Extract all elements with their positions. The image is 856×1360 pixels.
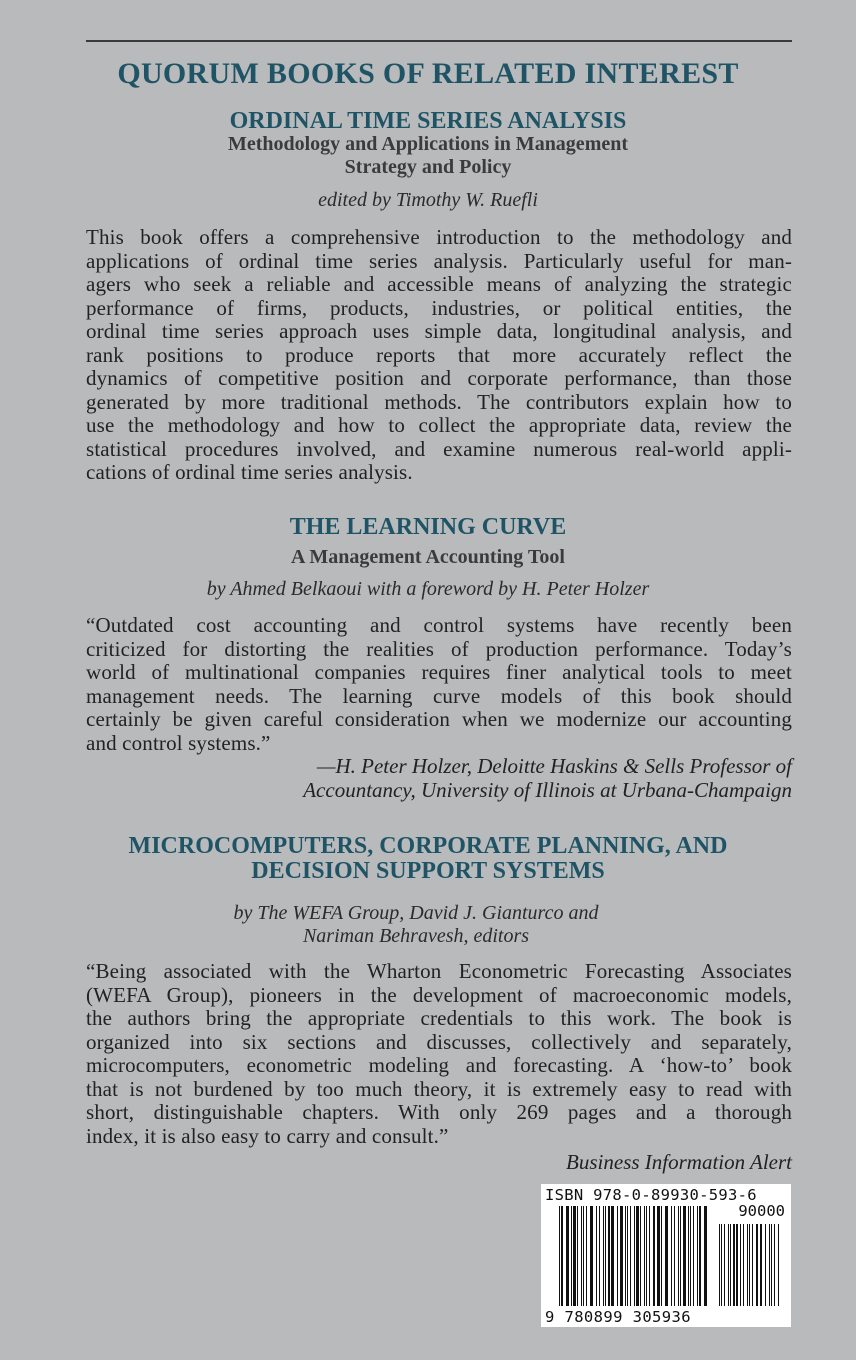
barcode-bar [721,1224,722,1306]
barcode-bar [596,1206,597,1306]
barcode-bar [774,1224,775,1306]
book2-line: criticized for distorting the realities of production performance. Today’s [86,636,792,661]
barcode-bar [743,1224,744,1306]
book2-attribution-line: Accountancy, University of Illinois at Urbana-Champaign [303,777,792,802]
barcode-bar [649,1206,650,1306]
barcode-bar [693,1206,694,1306]
book1-line: generated by more traditional methods. The contributors explain how to [86,389,792,414]
barcode-bar [678,1206,679,1306]
price-code: 90000 [738,1202,785,1220]
book3-attribution: Business Information Alert [566,1150,792,1174]
barcode-bar [747,1224,748,1306]
book1-line: applications of ordinal time series analysis. Particularly useful for man- [86,248,792,273]
book3-quote [86,960,792,1148]
barcode-bar [680,1206,681,1306]
barcode-bar [688,1206,689,1306]
book1-line: agers who seek a reliable and accessible means of analyzing the strategic [86,272,792,296]
barcode-bar [653,1206,655,1306]
barcode-bar [699,1206,701,1306]
barcode-bar [617,1206,618,1306]
barcode-bar [620,1206,623,1306]
barcode-bar [756,1224,758,1306]
barcode-bar [665,1206,668,1306]
barcode-bar [571,1206,572,1306]
book2-line: and control systems.” [86,730,271,755]
barcode-bar [771,1224,772,1306]
book3-line: short, distinguishable chapters. With only 269 pages and a thorough [86,1100,792,1124]
barcode-bar [644,1206,645,1306]
barcode-bar [733,1224,735,1306]
barcode-bar [661,1206,662,1306]
barcode-bar [657,1206,660,1306]
barcode-bar [566,1206,569,1306]
barcode-bar [603,1206,604,1306]
book2-line: “Outdated cost accounting and control systems have recently been [86,613,792,637]
book3-title-line-1: MICROCOMPUTERS, CORPORATE PLANNING, AND [128,833,728,859]
barcode-bar [630,1206,631,1306]
barcode-bar [752,1224,753,1306]
book3-line: that is not burdened by too much theory, it is extremely easy to read with [86,1076,792,1101]
ean-barcode-bars [559,1206,709,1306]
barcode-bar [704,1206,707,1306]
barcode-bar [769,1224,770,1306]
book3-line: (WEFA Group), pioneers in the development of macroeconomic models, [86,982,792,1007]
barcode-bar [636,1206,639,1306]
book3-line: microcomputers, econometric modeling and forecasting. A ‘how-to’ book [86,1053,792,1077]
barcode-bar [697,1206,698,1306]
barcode-bar [599,1206,600,1306]
book3-line: index, it is also easy to carry and consult.” [86,1123,449,1148]
book2-attribution [303,755,792,802]
barcode-bar [611,1206,614,1306]
book1-line: statistical procedures involved, and examine numerous real-world appli- [86,436,792,461]
barcode-bar [561,1206,563,1306]
book1-line: cations of ordinal time series analysis. [86,460,413,484]
barcode-bar [581,1206,582,1306]
barcode-bar [765,1224,766,1306]
barcode-bar [608,1206,610,1306]
barcode-bar [586,1206,587,1306]
barcode-bar [728,1224,729,1306]
barcode-bar [760,1224,762,1306]
book3-title-line-2: DECISION SUPPORT SYSTEMS [251,858,605,884]
ean-number: 9 780899 305936 [545,1308,691,1326]
barcode-bar [627,1206,628,1306]
barcode-bar [583,1206,584,1306]
book3-line: “Being associated with the Wharton Econometric Forecasting Associates [86,959,792,983]
page-title: QUORUM BOOKS OF RELATED INTEREST [117,57,739,90]
book1-subtitle-line-2: Strategy and Policy [344,156,512,178]
isbn-number: ISBN 978-0-89930-593-6 [545,1186,757,1204]
barcode-bar [590,1206,593,1306]
barcode-bar [640,1206,641,1306]
book2-line: management needs. The learning curve models of this book should [86,683,792,708]
barcode-bar [625,1206,626,1306]
book2-attribution-line: —H. Peter Holzer, Deloitte Haskins & Sells Professor of [316,754,792,778]
book1-subtitle-line-1: Methodology and Applications in Management [227,133,629,155]
barcode-bar [719,1224,720,1306]
barcode-bar [605,1206,606,1306]
barcode-bar [646,1206,647,1306]
book1-line: performance of firms, products, industries, or political entities, the [86,295,792,320]
book2-author: by Ahmed Belkaoui with a foreword by H. Peter Holzer [206,578,650,600]
book3-line: organized into six sections and discusses, collectively and separately, [86,1029,792,1054]
book3-author-line-2: Nariman Behravesh, editors [302,925,530,947]
barcode-bar [573,1206,576,1306]
book2-subtitle: A Management Accounting Tool [291,546,565,568]
barcode-bar [683,1206,686,1306]
book1-line: use the methodology and how to collect the appropriate data, review the [86,413,792,437]
book3-line: the authors bring the appropriate credentials to this work. The book is [86,1006,792,1030]
barcode-bar [740,1224,741,1306]
barcode-bar [559,1206,560,1306]
isbn-barcode [541,1184,791,1327]
barcode-bar [577,1206,578,1306]
barcode-bar [736,1224,738,1306]
book1-line: This book offers a comprehensive introduction to the methodology and [86,225,792,249]
book1-line: rank positions to produce reports that more accurately reflect the [86,342,792,367]
barcode-bar [674,1206,675,1306]
book2-quote [86,614,792,755]
book2-line: world of multinational companies requires finer analytical tools to meet [86,660,792,684]
barcode-bar [730,1224,731,1306]
top-rule [86,40,792,42]
book1-line: ordinal time series approach uses simple data, longitudinal analysis, and [86,319,792,343]
book1-line: dynamics of competitive position and corporate performance, than those [86,366,792,390]
book1-author: edited by Timothy W. Ruefli [318,189,538,211]
addon-barcode-bars [719,1224,781,1306]
barcode-bar [690,1206,691,1306]
book2-title: THE LEARNING CURVE [289,514,567,540]
book2-line: certainly be given careful consideration when we modernize our accounting [86,707,792,731]
book1-description [86,226,792,485]
barcode-bar [634,1206,635,1306]
book1-title: ORDINAL TIME SERIES ANALYSIS [229,108,627,134]
barcode-bar [749,1224,750,1306]
barcode-bar [724,1224,725,1306]
barcode-bar [778,1224,779,1306]
barcode-bar [671,1206,672,1306]
book3-author-line-1: by The WEFA Group, David J. Gianturco and [233,902,599,924]
